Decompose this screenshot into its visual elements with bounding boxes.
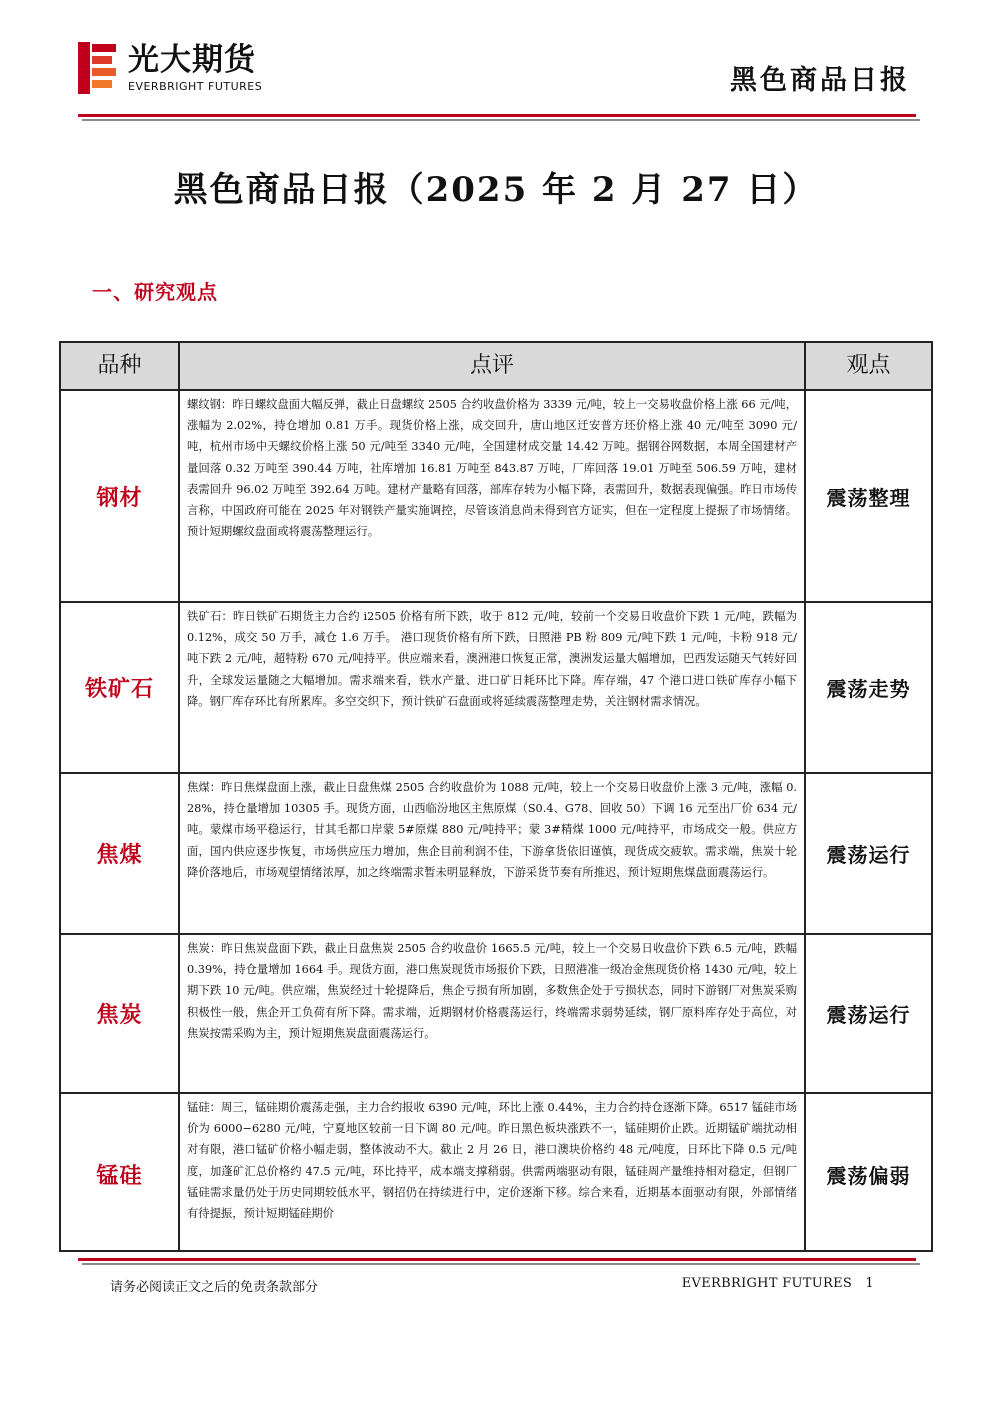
- table-row: [61, 391, 931, 603]
- logo-chinese-name: 光大期货: [128, 42, 256, 78]
- research-table: [59, 341, 933, 1252]
- footer-disclaimer: 请务必阅读正文之后的免责条款部分: [110, 1280, 319, 1295]
- column-divider: [178, 343, 180, 1250]
- company-logo: [78, 40, 288, 100]
- row-comment: 焦炭：昨日焦炭盘面下跌，截止日盘焦炭 2505 合约收盘价 1665.5 元/吨，较上一个交易日收盘价下跌 6.5 元/吨，跌幅 0.39%，持仓量增加 1664 手。现货方面，港口焦炭现货市场报价下跌，日照港准一级冶金焦现货价格 1430 元/吨，较上期下跌 10 元/吨。供应端，焦炭经过十轮提降后，焦企亏损有所加剧，多数焦企处于亏损状态，同时下游钢厂对焦炭采购积极性一般，焦企开工负荷有所下降。需求端，近期钢材价格震荡运行，终端需求弱势延续，钢厂原料库存处于高位，对焦炭按需采购为主，预计短期焦炭盘面震荡运行。: [187, 942, 797, 1040]
- row-variety: 钢材: [96, 485, 143, 511]
- page-header: [78, 40, 916, 114]
- row-variety: 锰硅: [96, 1163, 143, 1189]
- row-comment: 锰硅：周三，锰硅期价震荡走强，主力合约报收 6390 元/吨，环比上涨 0.44%，主力合约持仓逐渐下降。6517 锰硅市场价为 6000−6280 元/吨，宁夏地区较前一日下调 80 元/吨。昨日黑色板块涨跌不一，锰硅期价止跌。近期锰矿端扰动相对有限，港口锰矿价格小幅走弱，整体波动不大。截止 2 月 26 日，港口澳块价格约 48 元/吨度，日环比下降 0.5 元/吨度，加蓬矿汇总价格约 47.5 元/吨，环比持平，成本端支撑稍弱。供需两端驱动有限，锰硅周产量维持相对稳定，但钢厂锰硅需求量仍处于历史同期较低水平，钢招仍在持续进行中，定价逐渐下移。综合来看，近期基本面驱动有限，外部情绪有待提振，预计短期锰硅期价: [187, 1101, 797, 1221]
- footer-company-page: [682, 1276, 874, 1291]
- row-view: 震荡整理: [826, 485, 911, 510]
- table-row: [61, 774, 931, 935]
- footer-company: EVERBRIGHT FUTURES: [681, 1276, 853, 1291]
- header-view: 观点: [846, 353, 891, 378]
- everbright-logo-icon: [78, 42, 118, 94]
- logo-english-name: EVERBRIGHT FUTURES: [128, 80, 263, 93]
- row-view: 震荡偏弱: [826, 1163, 911, 1188]
- row-view: 震荡运行: [826, 1003, 911, 1027]
- column-divider: [804, 343, 806, 1250]
- table-row: [61, 603, 931, 774]
- row-view: 震荡运行: [826, 843, 911, 867]
- table-row: [61, 935, 931, 1094]
- header-variety: 品种: [97, 353, 142, 378]
- row-comment: 螺纹钢：昨日螺纹盘面大幅反弹，截止日盘螺纹 2505 合约收盘价格为 3339 元/吨，较上一交易收盘价格上涨 66 元/吨，涨幅为 2.02%，持仓增加 0.81 万手。现货价格上涨，成交回升，唐山地区迁安普方坯价格上涨 40 元/吨至 3090 元/吨，杭州市场中天螺纹价格上涨 50 元/吨至 3340 元/吨，全国建材成交量 14.42 万吨。据钢谷网数据，本周全国建材产量回落 0.32 万吨至 390.44 万吨，社库增加 16.81 万吨至 843.87 万吨，厂库回落 19.01 万吨至 506.59 万吨，建材表需回升 96.02 万吨至 392.64 万吨。建材产量略有回落，部库存转为小幅下降，表需回升，数据表现偏强。昨日市场传言称，中国政府可能在 2025 年对钢铁产量实施调控，尽管该消息尚未得到官方证实，但在一定程度上提振了市场情绪。预计短期螺纹盘面或将震荡整理运行。: [187, 398, 797, 539]
- table-row: [61, 1094, 931, 1252]
- footer-divider: [78, 1258, 916, 1261]
- row-view: 震荡走势: [826, 677, 911, 701]
- report-type-label: 黑色商品日报: [730, 65, 910, 96]
- section-heading: 一、研究观点: [92, 280, 218, 304]
- header-comment: 点评: [469, 353, 514, 378]
- header-divider-shadow: [82, 119, 920, 121]
- row-variety: 焦煤: [96, 843, 143, 868]
- header-divider: [78, 114, 916, 117]
- page-number: 1: [865, 1276, 874, 1291]
- row-comment: 铁矿石：昨日铁矿石期货主力合约 i2505 价格有所下跌，收于 812 元/吨，较前一个交易日收盘价下跌 1 元/吨，跌幅为 0.12%，成交 50 万手，减仓 1.6 万手。 港口现货价格有所下跌，日照港 PB 粉 809 元/吨下跌 1 元/吨，卡粉 918 元/吨下跌 2 元/吨，超特粉 670 元/吨持平。供应端来看，澳洲港口恢复正常，澳洲发运量大幅增加，巴西发运随天气转好回升，全球发运量随之大幅增加。需求端来看，铁水产量、进口矿日耗环比下降。库存端，47 个港口进口铁矿库存小幅下降。钢厂库存环比有所累库。多空交织下，预计铁矿石盘面或将延续震荡整理走势，关注钢材需求情况。: [187, 610, 797, 708]
- row-variety: 焦炭: [96, 1003, 143, 1028]
- table-header: [61, 343, 931, 391]
- page-title: 黑色商品日报（2025 年 2 月 27 日）: [173, 170, 819, 210]
- row-comment: 焦煤：昨日焦煤盘面上涨，截止日盘焦煤 2505 合约收盘价为 1088 元/吨，较上一个交易日收盘价上涨 3 元/吨，涨幅 0.28%，持仓量增加 10305 手。现货方面，山西临汾地区主焦原煤（S0.4、G78、回收 50）下调 16 元至出厂价 634 元/吨。蒙煤市场平稳运行，甘其毛都口岸蒙 5#原煤 880 元/吨持平；蒙 3#精煤 1000 元/吨持平，市场成交一般。供应方面，国内供应逐步恢复，市场供应压力增加，焦企目前利润不佳，下游拿货依旧谨慎，现货成交疲软。需求端，焦炭十轮降价落地后，市场观望情绪浓厚，加之终端需求暂未明显释放，下游采货节奏有所推迟，预计短期焦煤盘面震荡运行。: [187, 781, 797, 879]
- row-variety: 铁矿石: [84, 677, 154, 702]
- footer-divider-shadow: [82, 1263, 920, 1265]
